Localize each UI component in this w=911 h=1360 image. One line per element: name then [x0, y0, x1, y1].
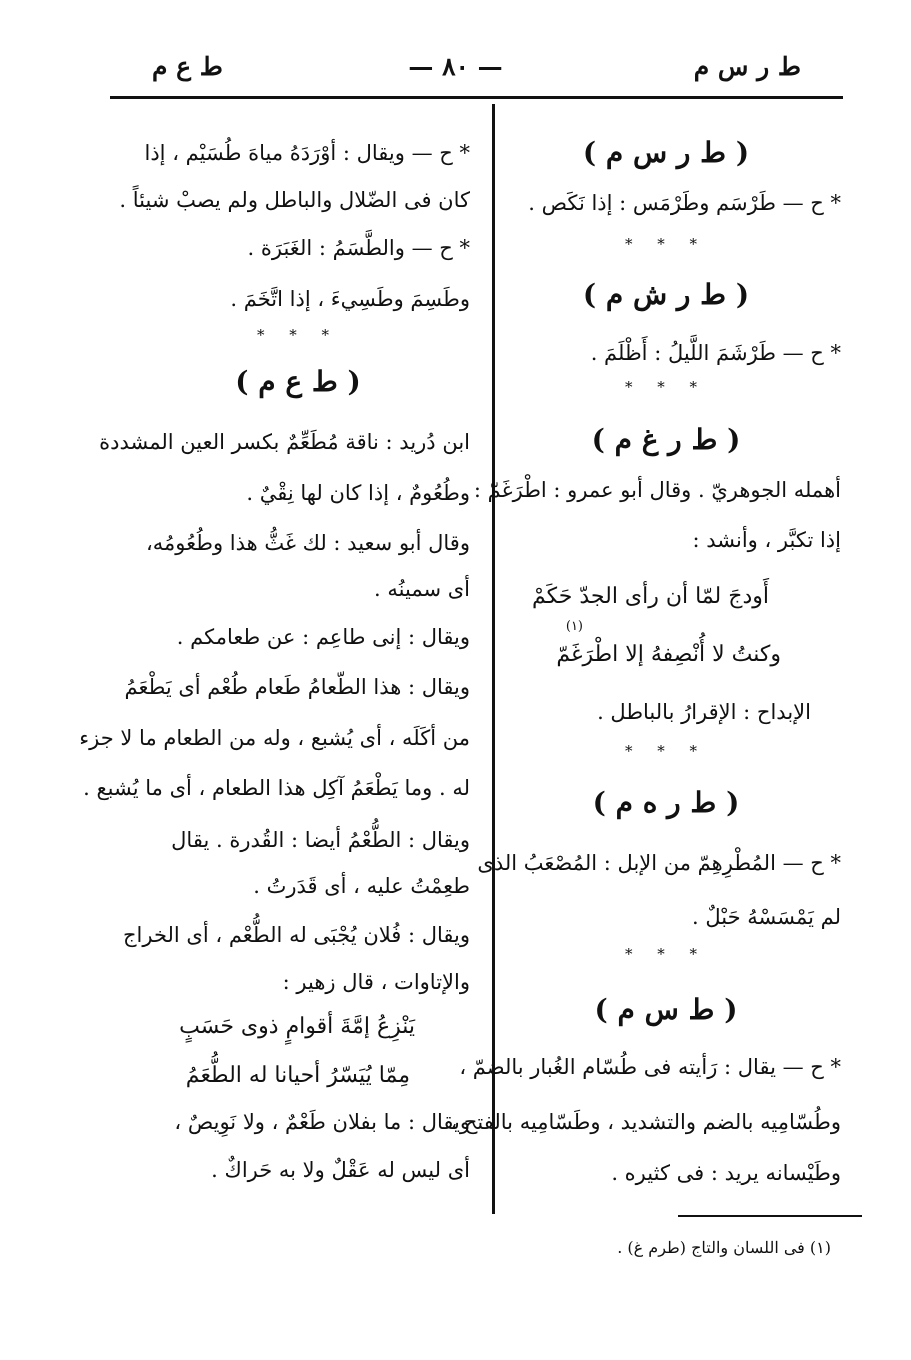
entry-line: * ح — طَرْشَمَ اللَّيلُ : أَظْلَمَ .	[590, 341, 841, 365]
section-divider-stars: * * *	[624, 378, 708, 396]
section-heading: ( ط ع م )	[235, 365, 361, 398]
entry-line: وطَسِمَ وطَسِيءَ ، إذا اتَّخَمَ .	[230, 287, 470, 311]
entry-line: ويقال : ما بفلان طَعْمٌ ، ولا نَوِيصٌ ،	[174, 1110, 470, 1134]
entry-line: والإتاوات ، قال زهير :	[282, 970, 470, 994]
section-heading: ( ط ر غ م )	[591, 423, 741, 456]
entry-line: * ح — طَرْسَم وطَرْمَس : إذا نَكَص .	[528, 191, 841, 215]
verse-line: يَنْزِعُ إمَّةَ أقوامٍ ذوى حَسَبٍ	[179, 1014, 415, 1039]
footnote: (١) فى اللسان والتاج (طرم غ) .	[617, 1238, 831, 1257]
section-divider-stars: * * *	[624, 742, 708, 760]
entry-line: الإبداح : الإقرارُ بالباطل .	[597, 700, 811, 724]
entry-line: ويقال : إنى طاعِم : عن طعامكم .	[176, 625, 470, 649]
entry-line: ويقال : الطُّعْمُ أيضا : القُدرة . يقال	[171, 828, 470, 852]
entry-line: لم يَمْسَسْهُ حَبْلٌ .	[691, 905, 841, 929]
entry-line: وطَيْسانه يريد : فى كثيره .	[611, 1161, 841, 1185]
entry-line: أهمله الجوهريّ . وقال أبو عمرو : اطْرَغَمّ :	[473, 478, 841, 502]
section-divider-stars: * * *	[256, 326, 340, 344]
section-divider-stars: * * *	[624, 945, 708, 963]
entry-line: كان فى الضّلال والباطل ولم يصبْ شيئاً .	[119, 188, 470, 212]
footnote-rule	[678, 1215, 862, 1217]
section-heading: ( ط س م )	[594, 993, 738, 1026]
verse-line: وكنتُ لا أُنْصِفهُ إلا اطْرَغَمّ	[556, 642, 781, 667]
section-divider-stars: * * *	[624, 235, 708, 253]
entry-line: * ح — ويقال : أوْرَدَهُ مياهَ طُسَيْم ، إذا	[144, 141, 470, 165]
header-rule	[110, 96, 843, 99]
entry-line: * ح — والطَّسَمُ : الغَبَرَة .	[247, 236, 470, 260]
entry-line: وطُعُومٌ ، إذا كان لها نِقْيٌ .	[246, 481, 470, 505]
column-divider	[492, 104, 495, 1214]
entry-line: أى سمينُه .	[374, 577, 470, 601]
footnote-marker: (١)	[565, 619, 583, 634]
entry-line: ويقال : فُلان يُجْبَى له الطُّعْم ، أى الخراج	[122, 923, 470, 947]
header-right-entry: ط ر س م	[693, 52, 801, 81]
verse-line: أَودجَ لمّا أن رأى الجدّ حَكَمْ	[531, 584, 769, 609]
page-number: — ٨٠ —	[408, 52, 503, 81]
verse-line: مِمّا يُيَسّرُ أحيانا له الطُّعَمُ	[185, 1063, 410, 1088]
entry-line: إذا تكبَّر ، وأنشد :	[692, 528, 841, 552]
section-heading: ( ط ر س م )	[582, 136, 750, 169]
entry-line: ويقال : هذا الطّعامُ طَعام طُعْم أى يَطْعَمُ	[124, 675, 470, 699]
header-left-entry: ط ع م	[152, 52, 223, 81]
entry-line: أى ليس له عَقْلٌ ولا به حَراكٌ .	[211, 1158, 470, 1182]
section-heading: ( ط ر ه م )	[592, 786, 740, 819]
entry-line: طعِمْتُ عليه ، أى قَدَرتُ .	[253, 874, 470, 898]
entry-line: وقال أبو سعيد : لك غَثُّ هذا وطُعُومُه،	[145, 531, 470, 555]
entry-line: من أكَلَه ، أى يُشبع ، وله من الطعام ما لا جزء	[79, 726, 470, 750]
entry-line: ابن دُريد : ناقة مُطَعِّمٌ بكسر العين المشددة	[99, 430, 470, 454]
entry-line: * ح — المُطْرِهِمّ من الإبل : المُصْعَبُ الذى	[477, 851, 841, 875]
entry-line: وطُسّامِيه بالضم والتشديد ، وطَسّامِيه بالفتح ،	[450, 1110, 841, 1134]
section-heading: ( ط ر ش م )	[582, 278, 750, 311]
entry-line: له . وما يَطْعَمُ آكِل هذا الطعام ، أى ما يُشبع .	[83, 776, 470, 800]
entry-line: * ح — يقال : رَأيته فى طُسّام الغُبار بالضمّ ،	[459, 1055, 841, 1079]
